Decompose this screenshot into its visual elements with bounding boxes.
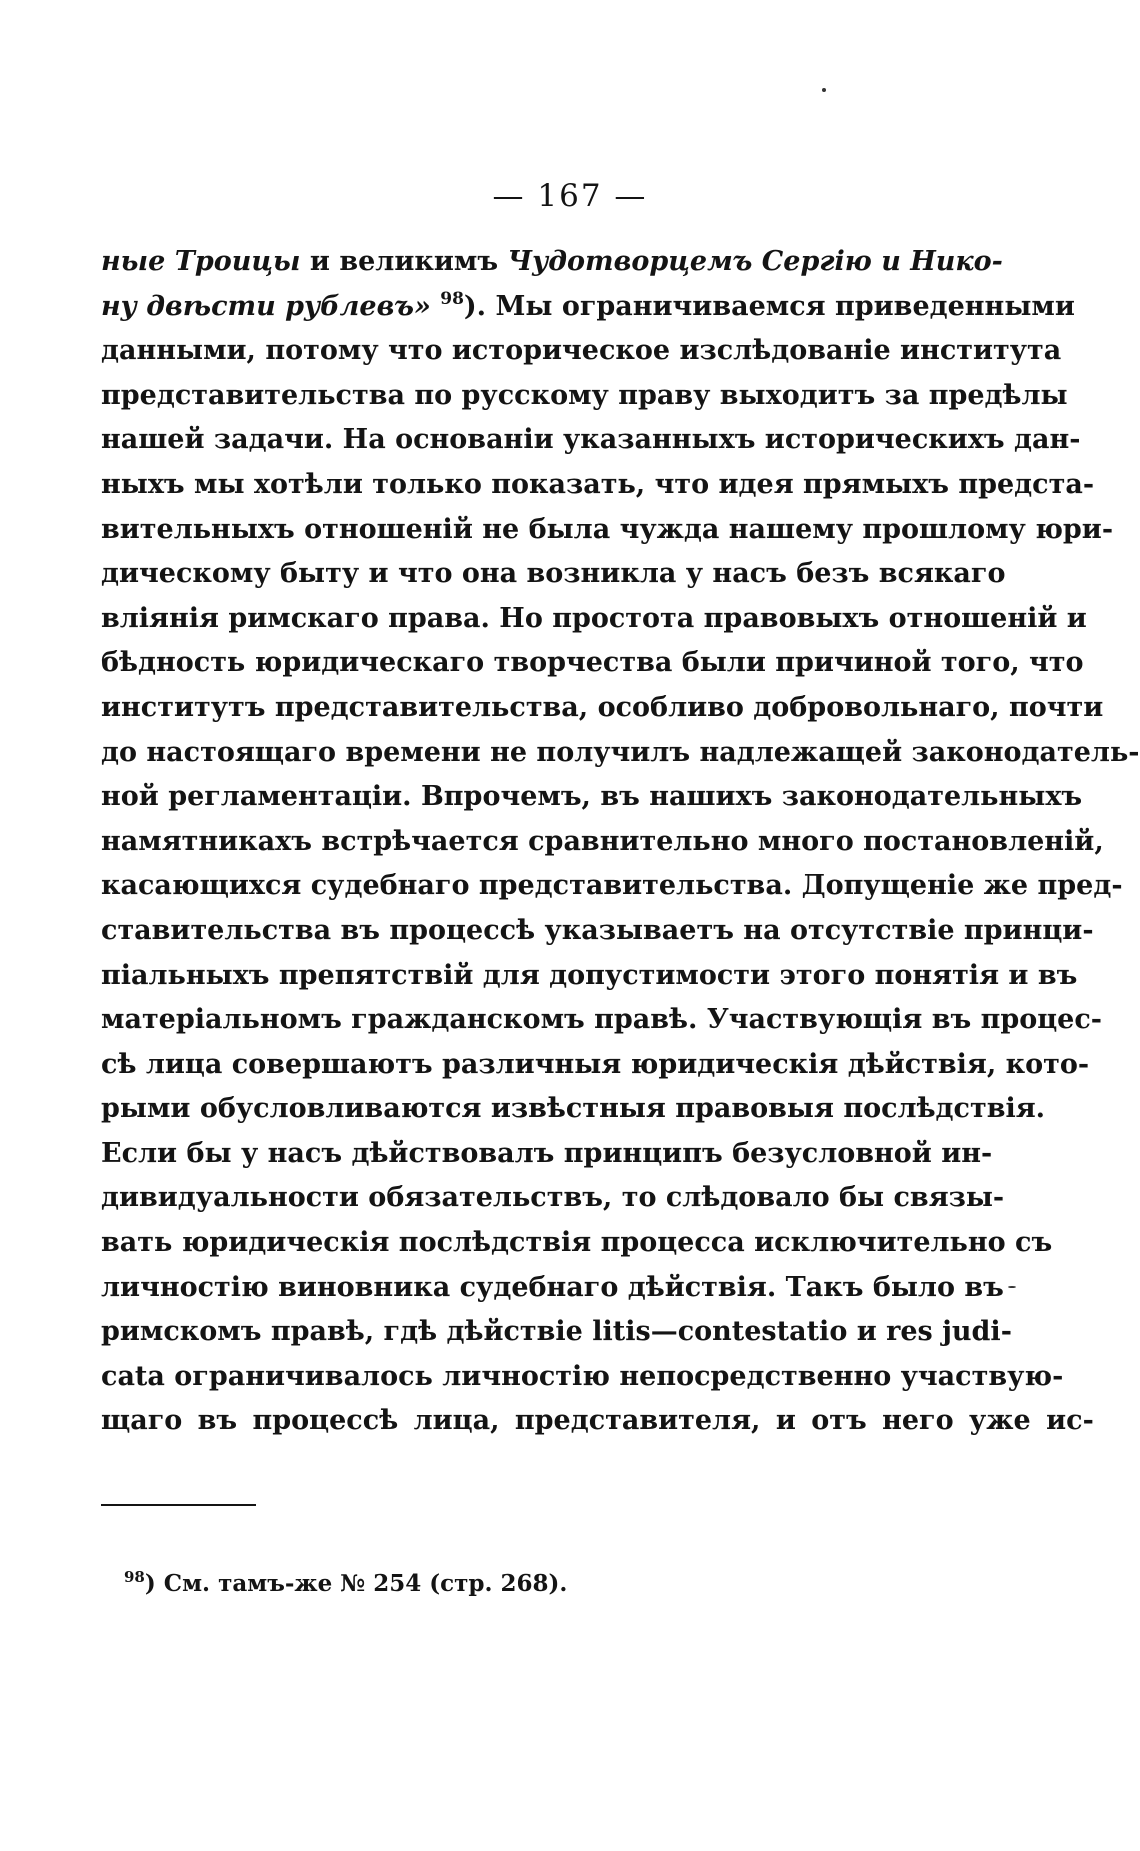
text-line: личностію виновника судебнаго дѣйствія. Такъ было въ [101,1271,1004,1303]
text-line: Если бы у насъ дѣйствовалъ принципъ безусловной ин- [101,1137,993,1169]
text-line: ной регламентаціи. Впрочемъ, въ нашихъ законодательныхъ [101,781,1083,813]
text-line: данными, потому что историческое изслѣдованіе института [101,335,1062,367]
text-line: піальныхъ препятствій для допустимости этого понятія и въ [101,959,1078,991]
text-line: нашей задачи. На основаніи указанныхъ историческихъ дан- [101,424,1081,456]
text-line: бѣдность юридическаго творчества были причиной того, что [101,647,1084,679]
text-line: институтъ представительства, особливо добровольнаго, почти [101,691,1104,723]
footnote [124,1570,567,1597]
text-line: намятникахъ встрѣчается сравнительно много постановленій, [101,825,1104,857]
page-number: — 167 — [492,178,648,214]
text-line: щаго въ процессѣ лица, представителя, и отъ него уже ис- [101,1405,1094,1437]
print-speck [1008,1286,1016,1288]
text-line: ныхъ мы хотѣли только показать, что идея прямыхъ предста- [101,468,1095,500]
text-line: вительныхъ отношеній не была чужда нашему прошлому юри- [101,513,1114,545]
text-line: cata ограничивалось личностію непосредственно участвую- [101,1360,1064,1392]
print-speck [822,88,826,92]
text-line: вать юридическія послѣдствія процесса исключительно съ [101,1227,1053,1259]
plain-phrase: и великимъ [300,246,508,277]
text-line [101,240,1003,285]
text-line: дивидуальности обязательствъ, то слѣдовало бы связы- [101,1182,1005,1214]
plain-phrase: ). Мы ограничиваемся приведенными [463,290,1075,322]
text-line: представительства по русскому праву выходитъ за предѣлы [101,379,1068,411]
text-line: касающихся судебнаго представительства. Допущеніе же пред- [101,870,1123,902]
italic-phrase: ные Троицы [101,246,301,277]
text-line: вліянія римскаго права. Но простота правовыхъ отношеній и [101,602,1087,634]
text-line: дическому быту и что она возникла у насъ безъ всякаго [101,558,1006,590]
footnote-reference: 98 [440,288,464,309]
text-line: сѣ лица совершаютъ различныя юридическія дѣйствія, кото- [101,1048,1090,1080]
footnote-number: 98 [124,1568,145,1586]
text-line: рыми обусловливаются извѣстныя правовыя послѣдствія. [101,1093,1046,1125]
text-line: матеріальномъ гражданскомъ правѣ. Участвующія въ процес- [101,1004,1102,1036]
footnote-text: ) См. тамъ-же № 254 (стр. 268). [144,1570,568,1597]
text-line: римскомъ правѣ, гдѣ дѣйствіе litis—contestatio и res judi- [101,1316,1012,1348]
italic-phrase: Чудотворцемъ Сергію и Нико- [507,246,1003,277]
italic-phrase: ну двѣсти рублевъ» [101,290,431,322]
text-line: до настоящаго времени не получилъ надлежащей законодатель- [101,736,1140,768]
text-line [101,285,1075,330]
footnote-divider [101,1504,256,1506]
text-line: ставительства въ процессѣ указываетъ на отсутствіе принци- [101,914,1094,946]
body-text [101,240,1140,1444]
